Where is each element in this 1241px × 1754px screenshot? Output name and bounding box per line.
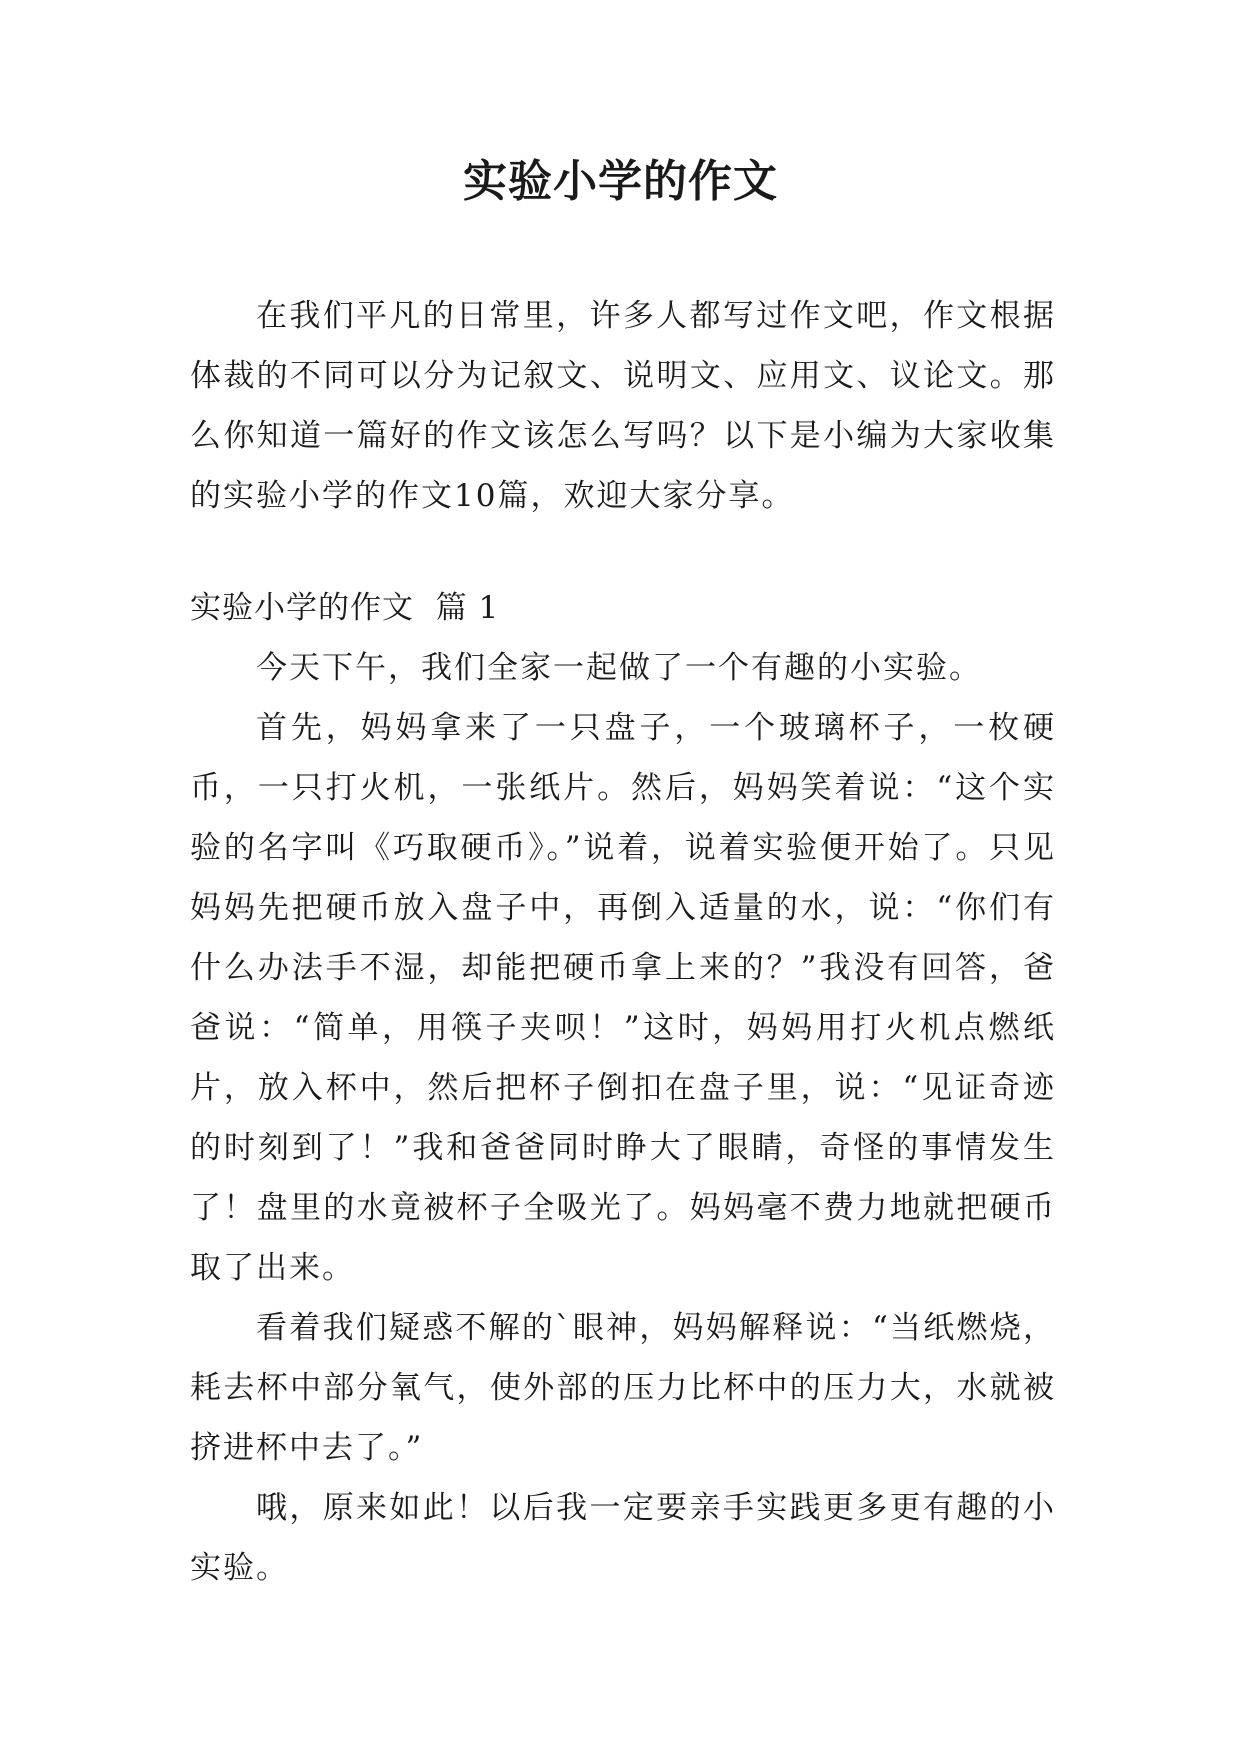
article-section (190, 578, 1056, 1598)
article-heading: 实验小学的作文 篇 1 (190, 590, 500, 626)
document-title: 实验小学的作文 (463, 156, 778, 207)
article-paragraph: 看着我们疑惑不解的`眼神，妈妈解释说：“当纸燃烧，耗去杯中部分氧气，使外部的压力比杯中的压力大，水就被挤进杯中去了。” (190, 1310, 1056, 1466)
article-paragraph: 今天下午，我们全家一起做了一个有趣的小实验。 (256, 650, 982, 686)
intro-paragraph: 在我们平凡的日常里，许多人都写过作文吧，作文根据体裁的不同可以分为记叙文、说明文、应用文、议论文。那么你知道一篇好的作文该怎么写吗？以下是小编为大家收集的实验小学的作文10篇，欢迎大家分享。 (190, 298, 1056, 514)
article-paragraph: 首先，妈妈拿来了一只盘子，一个玻璃杯子，一枚硬币，一只打火机，一张纸片。然后，妈妈笑着说：“这个实验的名字叫《巧取硬币》。”说着，说着实验便开始了。只见妈妈先把硬币放入盘子中，再倒入适量的水，说：“你们有什么办法手不湿，却能把硬币拿上来的？”我没有回答，爸爸说：“简单，用筷子夹呗！”这时，妈妈用打火机点燃纸片，放入杯中，然后把杯子倒扣在盘子里，说：“见证奇迹的时刻到了！”我和爸爸同时睁大了眼睛，奇怪的事情发生了！盘里的水竟被杯子全吸光了。妈妈毫不费力地就把硬币取了出来。 (190, 710, 1056, 1286)
article-paragraph: 哦，原来如此！以后我一定要亲手实践更多更有趣的小实验。 (190, 1490, 1056, 1586)
